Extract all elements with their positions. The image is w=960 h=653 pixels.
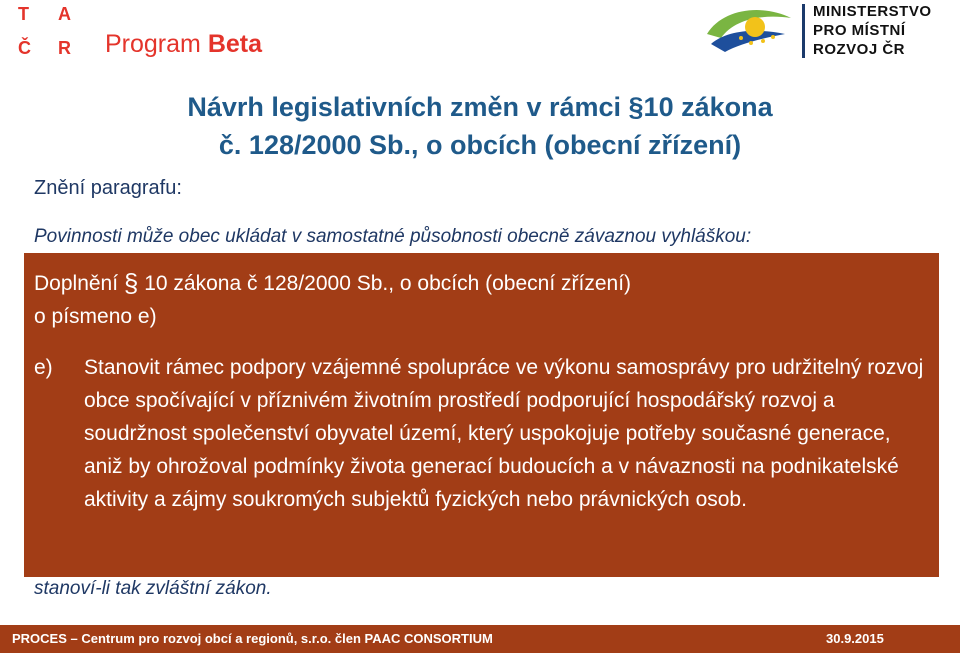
footer-date: 30.9.2015 — [826, 631, 884, 646]
slide-title — [140, 88, 820, 164]
ministry-divider — [802, 4, 805, 58]
ministry-line-2: PRO MÍSTNÍ — [813, 22, 906, 39]
amendment-heading-suffix: 10 zákona č 128/2000 Sb., o obcích (obecní zřízení) — [144, 272, 632, 295]
ministry-emblem-icon — [703, 4, 795, 54]
paragraph-item-d-text: stanoví-li tak zvláštní zákon. — [34, 578, 272, 599]
amendment-item-letter: e) — [34, 356, 53, 379]
program-name: Beta — [207, 30, 263, 58]
amendment-heading — [34, 267, 927, 333]
amendment-heading-line-2: o písmeno e) — [34, 305, 157, 328]
tacr-letter-a: A — [58, 4, 71, 24]
amendment-item-text: Stanovit rámec podpory vzájemné spolupráce ve výkonu samosprávy pro udržitelný rozvoj obce spočívající v příznivém životním prostředí podporující hospodářský rozvoj a soudržnost společenství obyvatel území, který uspokojuje potřeby současné generace, aniž by ohrožoval podmínky života generací budoucích a v návaznosti na podnikatelské aktivity a zájmy soukromých subjektů fyzických nebo právnických osob. — [84, 356, 924, 511]
footer-organization: PROCES – Centrum pro rozvoj obcí a regionů, s.r.o. člen PAAC CONSORTIUM — [12, 631, 493, 646]
ministry-line-3: ROZVOJ ČR — [813, 41, 906, 58]
paragraph-item-d — [34, 578, 272, 600]
slide-title-line-2: č. 128/2000 Sb., o obcích (obecní zřízení) — [218, 130, 742, 160]
paragraph-label: Znění paragrafu: — [34, 177, 182, 199]
amendment-heading-prefix: Doplnění — [34, 272, 119, 295]
amendment-box — [24, 253, 939, 577]
program-prefix: Program — [105, 30, 201, 58]
program-beta-logo — [105, 30, 262, 59]
tacr-letter-t: T — [18, 4, 29, 24]
ministry-line-1: MINISTERSTVO — [813, 3, 932, 20]
amendment-item — [34, 351, 927, 516]
tacr-logo — [14, 0, 84, 64]
ministry-name — [813, 2, 932, 59]
paragraph-sign: § — [123, 268, 139, 298]
slide-title-line-1: Návrh legislativních změn v rámci §10 zákona — [187, 92, 773, 122]
tacr-letter-r: R — [58, 38, 71, 58]
tacr-letter-c: Č — [18, 38, 31, 58]
paragraph-intro: Povinnosti může obec ukládat v samostatné působnosti obecně závaznou vyhláškou: — [34, 226, 752, 247]
footer-bar — [0, 625, 960, 653]
